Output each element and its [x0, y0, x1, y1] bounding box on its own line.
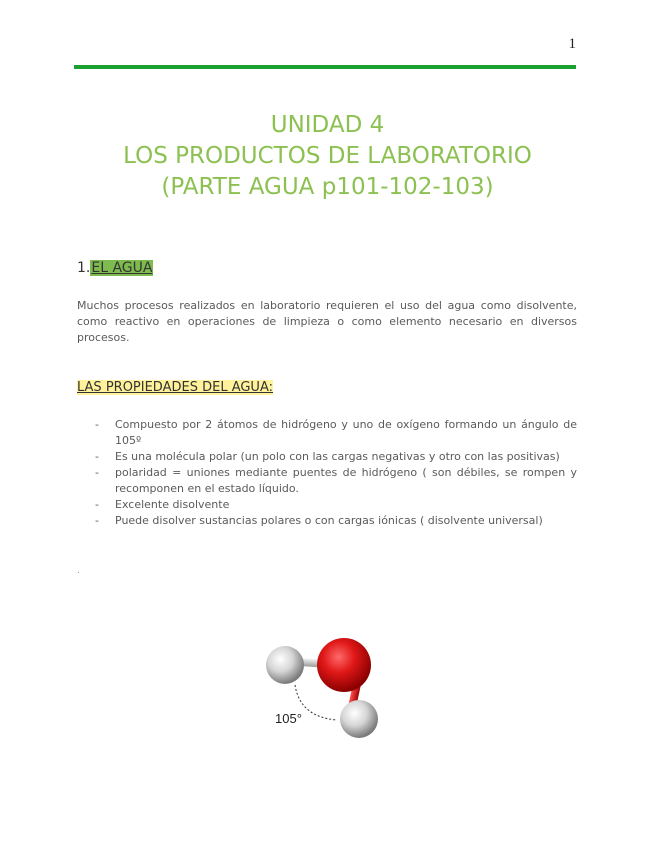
list-bullet: - [95, 418, 99, 431]
stray-mark: . [77, 566, 80, 576]
header-rule [74, 65, 576, 69]
list-item [77, 449, 577, 465]
section-heading [77, 260, 153, 276]
list-item-text: Excelente disolvente [115, 498, 230, 511]
hydrogen-atom-left [266, 646, 304, 684]
list-bullet: - [95, 514, 99, 527]
title-line-3: (PARTE AGUA p101-102-103) [161, 174, 494, 200]
oxygen-atom [317, 638, 371, 692]
list-bullet: - [95, 450, 99, 463]
title-line-2: LOS PRODUCTOS DE LABORATORIO [123, 143, 532, 169]
angle-label: 105° [275, 711, 302, 726]
hydrogen-atom-right [340, 700, 378, 738]
properties-heading-text: LAS PROPIEDADES DEL AGUA: [77, 380, 273, 395]
list-bullet: - [95, 498, 99, 511]
list-bullet: - [95, 466, 99, 479]
properties-list [77, 417, 577, 529]
list-item-text: Puede disolver sustancias polares o con cargas iónicas ( disolvente universal) [115, 514, 543, 527]
section-paragraph: Muchos procesos realizados en laboratorio requieren el uso del agua como disolvente, como reactivo en operaciones de limpieza o como elemento necesario en diversos procesos. [77, 299, 577, 344]
list-item-text: polaridad = uniones mediante puentes de hidrógeno ( son débiles, se rompen y recomponen en el estado líquido. [115, 466, 577, 495]
section-number: 1. [77, 260, 91, 276]
page-number: 1 [568, 36, 576, 52]
list-item-text: Compuesto por 2 átomos de hidrógeno y uno de oxígeno formando un ángulo de 105º [115, 418, 577, 447]
list-item [77, 465, 577, 497]
list-item [77, 513, 577, 529]
properties-heading [77, 380, 273, 395]
list-item [77, 497, 577, 513]
title-line-1: UNIDAD 4 [270, 112, 385, 138]
water-molecule-figure [255, 625, 395, 750]
document-title [60, 110, 595, 203]
list-item-text: Es una molécula polar (un polo con las cargas negativas y otro con las positivas) [115, 450, 560, 463]
list-item [77, 417, 577, 449]
section-heading-text: EL AGUA [91, 260, 153, 276]
